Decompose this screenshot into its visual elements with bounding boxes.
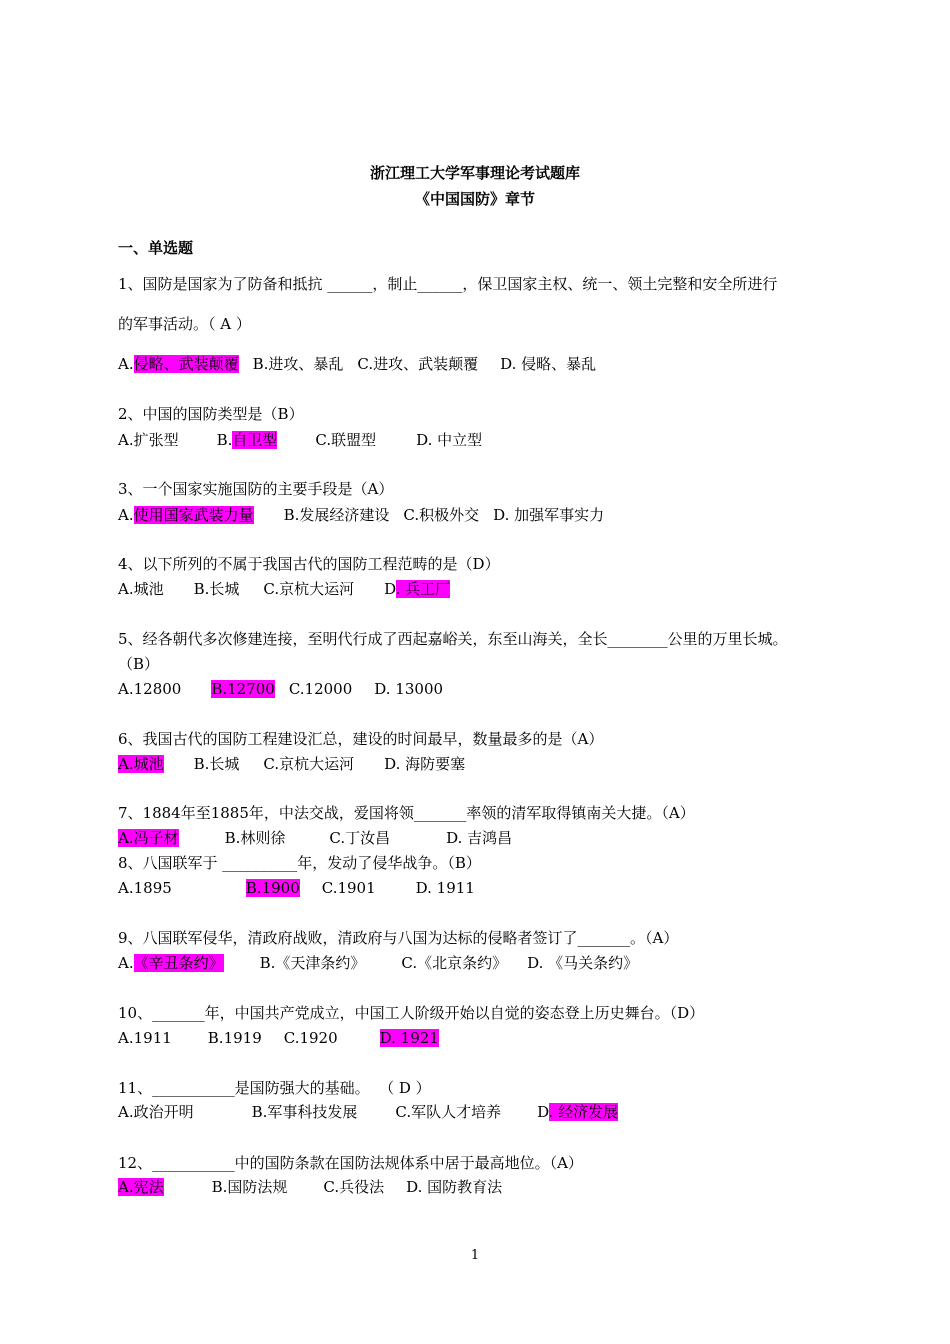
option: A.12800 [118, 680, 182, 698]
option [118, 1177, 164, 1197]
option: C.京杭大运河 [263, 755, 355, 773]
option: C.军队人才培养 [395, 1103, 502, 1121]
option: B.1919 [207, 1029, 262, 1047]
chapter-subtitle: 《中国国防》章节 [414, 190, 535, 208]
option: C.积极外交 [403, 506, 480, 524]
question-12-options [118, 1177, 502, 1197]
option [246, 878, 300, 898]
question-8-options [118, 878, 475, 898]
question-3-options [118, 505, 604, 525]
option: D. 加强军事实力 [493, 506, 605, 524]
answer-highlight: . 经济发展 [548, 1103, 619, 1121]
question-11-options [118, 1102, 618, 1122]
option [118, 754, 164, 774]
option: B.长城 [193, 580, 240, 598]
answer-highlight: B.12700 [211, 680, 275, 698]
option: B.林则徐 [224, 829, 286, 847]
question-5-stem: 5、经各朝代多次修建连接，至明代行成了西起嘉峪关，东至山海关，全长________公里的万里长城。 [118, 630, 788, 648]
option: B.发展经济建设 [283, 506, 390, 524]
question-6-options [118, 754, 465, 774]
option: D. 吉鸿昌 [446, 829, 513, 847]
answer-highlight: A.冯子材 [118, 829, 179, 847]
question-4-stem: 4、以下所列的不属于我国古代的国防工程范畴的是（D） [118, 555, 500, 573]
document-title: 浙江理工大学军事理论考试题库 [369, 164, 580, 182]
option: B.《天津条约》 [259, 954, 366, 972]
question-1-options [118, 354, 596, 374]
question-6-stem: 6、我国古代的国防工程建设汇总，建设的时间最早，数量最多的是（A） [118, 730, 604, 748]
option: C.京杭大运河 [263, 580, 355, 598]
answer-highlight: 《辛丑条约》 [133, 954, 224, 972]
question-10-stem: 10、_______年，中国共产党成立，中国工人阶级开始以自觉的姿态登上历史舞台。（D） [118, 1004, 705, 1022]
option: D. 经济发展 [537, 1103, 619, 1121]
question-12-stem: 12、___________中的国防条款在国防法规体系中居于最高地位。（A） [118, 1154, 583, 1172]
option: D. 海防要塞 [384, 755, 466, 773]
option: B.国防法规 [211, 1178, 288, 1196]
option: B.长城 [193, 755, 240, 773]
question-10-options [118, 1028, 439, 1048]
question-1-stem: 的军事活动。（ A ） [118, 315, 251, 333]
page-number: 1 [470, 1248, 480, 1263]
option: C.进攻、武装颠覆 [357, 355, 479, 373]
question-11-stem: 11、___________是国防强大的基础。 （ D ） [118, 1079, 431, 1097]
option: A.政治开明 [118, 1103, 194, 1121]
answer-highlight: B.1900 [245, 879, 300, 897]
question-7-stem: 7、1884年至1885年，中法交战，爱国将领_______率领的清军取得镇南关大捷。（A） [118, 804, 695, 822]
question-7-options [118, 828, 512, 848]
question-9-stem: 9、八国联军侵华，清政府战败，清政府与八国为达标的侵略者签订了_______。（A） [118, 929, 679, 947]
option: A.《辛丑条约》 [118, 954, 224, 972]
answer-highlight: D. 1921 [379, 1029, 439, 1047]
question-2-options [118, 430, 482, 450]
option: D. 兵工厂 [384, 580, 451, 598]
option: C.1920 [283, 1029, 338, 1047]
option: C.联盟型 [315, 431, 377, 449]
option: D. 侵略、暴乱 [500, 355, 597, 373]
option: C.丁汝昌 [329, 829, 391, 847]
question-9-options [118, 953, 638, 973]
option: C.《北京条约》 [401, 954, 508, 972]
answer-highlight: . 兵工厂 [395, 580, 451, 598]
answer-highlight: 自卫型 [232, 431, 278, 449]
answer-highlight: A.宪法 [118, 1178, 164, 1196]
option: D. 《马关条约》 [527, 954, 639, 972]
option: A.扩张型 [118, 431, 179, 449]
option: B.军事科技发展 [251, 1103, 358, 1121]
option: D. 中立型 [416, 431, 483, 449]
option: A.1895 [118, 879, 172, 897]
question-3-stem: 3、一个国家实施国防的主要手段是（A） [118, 480, 394, 498]
option: C.兵役法 [323, 1178, 385, 1196]
answer-highlight: A.城池 [118, 755, 164, 773]
option [380, 1028, 439, 1048]
option: C.1901 [321, 879, 376, 897]
option [118, 828, 179, 848]
section-heading: 一、单选题 [118, 239, 194, 257]
option: D. 国防教育法 [406, 1178, 503, 1196]
option: B.进攻、暴乱 [252, 355, 344, 373]
option: A.侵略、武装颠覆 [118, 355, 239, 373]
option: A.1911 [118, 1029, 172, 1047]
question-5-options [118, 679, 443, 699]
answer-highlight: 使用国家武装力量 [133, 506, 254, 524]
option: C.12000 [288, 680, 353, 698]
option: D. 13000 [374, 680, 444, 698]
question-5-stem: （B） [118, 655, 160, 673]
question-2-stem: 2、中国的国防类型是（B） [118, 405, 304, 423]
option: A.使用国家武装力量 [118, 506, 254, 524]
question-8-stem: 8、八国联军于 __________年，发动了侵华战争。（B） [118, 854, 481, 872]
option: D. 1911 [415, 879, 475, 897]
option [211, 679, 275, 699]
question-1-stem: 1、国防是国家为了防备和抵抗 ______，制止______，保卫国家主权、统一、领土完整和安全所进行 [118, 275, 778, 293]
option: A.城池 [118, 580, 164, 598]
answer-highlight: 侵略、武装颠覆 [133, 355, 239, 373]
option: B.自卫型 [216, 431, 278, 449]
question-4-options [118, 579, 450, 599]
